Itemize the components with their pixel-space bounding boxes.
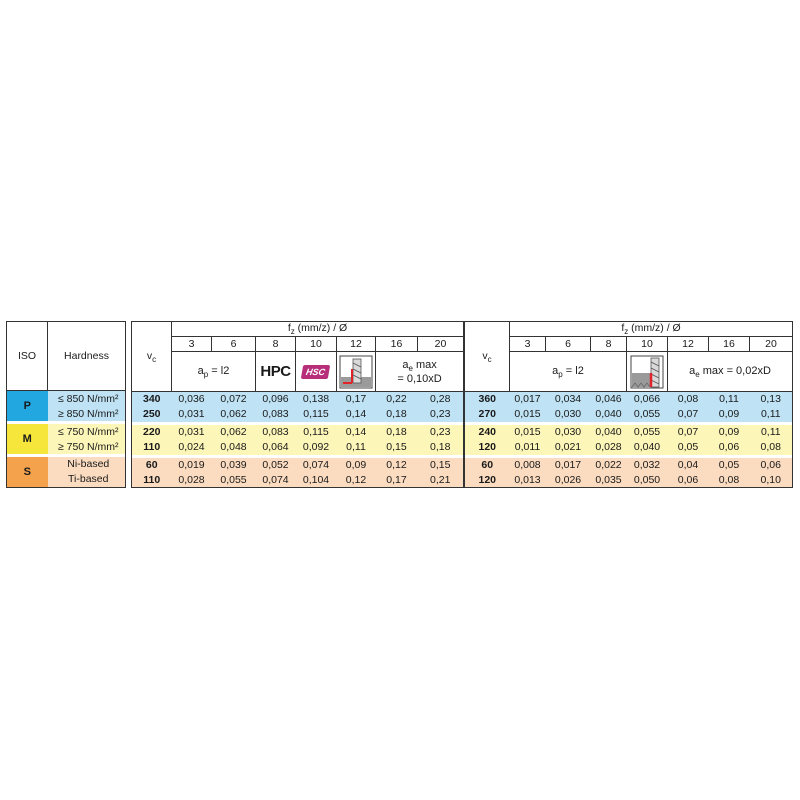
right-feed-table	[464, 321, 793, 488]
vc-value: 240	[465, 425, 510, 440]
feed-value: 0,074	[256, 473, 296, 488]
feed-value: 0,062	[220, 408, 247, 421]
fz-header: $f_z$ (mm/z) / Ø	[172, 322, 464, 337]
feed-value: 0,09	[345, 459, 367, 472]
feed-value: 0,18	[418, 440, 464, 455]
side-milling-icon	[337, 352, 376, 392]
vc-value: 360	[465, 392, 510, 407]
feed-value: 0,083	[262, 408, 289, 421]
feed-value: 0,028	[595, 441, 622, 454]
feed-value: 0,115	[303, 408, 329, 421]
feed-value: 0,022	[595, 459, 622, 472]
feed-value: 0,06	[718, 441, 740, 454]
table-row	[465, 473, 793, 488]
feed-value: 0,04	[677, 459, 699, 472]
feed-value: 0,040	[595, 426, 622, 439]
table-row	[132, 425, 464, 440]
iso-m-badge: M	[7, 424, 48, 454]
diameter-header: 12	[337, 337, 376, 352]
feed-value: 0,021	[554, 441, 582, 454]
feed-value: 0,08	[677, 393, 699, 406]
table-row	[465, 458, 793, 473]
feed-value: 0,14	[345, 408, 367, 421]
diameter-header: 10	[296, 337, 337, 352]
feed-value: 0,055	[633, 426, 661, 439]
feed-value: 0,05	[677, 441, 699, 454]
feed-value: 0,17	[345, 393, 367, 406]
vc-value: 120	[465, 473, 510, 488]
feed-value: 0,07	[677, 426, 699, 439]
feed-value: 0,040	[633, 441, 661, 454]
vc-header: $v_c$	[465, 322, 510, 392]
feed-value: 0,030	[554, 426, 582, 439]
feed-value: 0,015	[514, 408, 541, 421]
feed-value: 0,22	[386, 393, 407, 406]
feed-value: 0,11	[719, 393, 739, 406]
feed-value: 0,23	[418, 407, 464, 422]
feed-value: 0,024	[178, 441, 205, 454]
feed-value: 0,055	[212, 473, 256, 488]
diameter-header: 20	[418, 337, 464, 352]
feed-value: 0,12	[386, 459, 407, 472]
vc-header: $v_c$	[132, 322, 172, 392]
iso-header: ISO	[7, 322, 48, 391]
feed-value: 0,08	[709, 473, 750, 488]
feed-value: 0,15	[418, 458, 464, 473]
diameter-header: 6	[212, 337, 256, 352]
table-row	[132, 458, 464, 473]
feed-value: 0,13	[750, 392, 793, 407]
feed-value: 0,031	[178, 408, 205, 421]
feed-value: 0,040	[595, 408, 622, 421]
feed-value: 0,104	[296, 473, 337, 488]
feed-value: 0,23	[418, 425, 464, 440]
ae-label: $a_e$ max = 0,10xD	[376, 352, 464, 392]
feed-value: 0,21	[418, 473, 464, 488]
table-row	[465, 425, 793, 440]
table-row	[132, 440, 464, 455]
vc-value: 270	[465, 407, 510, 422]
feed-value: 0,14	[345, 426, 367, 439]
feed-value: 0,036	[178, 393, 205, 406]
feed-value: 0,017	[554, 459, 582, 472]
feed-value: 0,11	[346, 441, 366, 454]
fz-header: $f_z$ (mm/z) / Ø	[510, 322, 793, 337]
table-row	[465, 407, 793, 422]
vc-value: 220	[132, 425, 172, 440]
feed-value: 0,048	[220, 441, 247, 454]
feed-value: 0,08	[750, 440, 793, 455]
feed-value: 0,10	[750, 473, 793, 488]
feed-value: 0,066	[633, 393, 661, 406]
feed-value: 0,12	[337, 473, 376, 488]
feed-value: 0,030	[554, 408, 582, 421]
hardness-cell: ≤ 850 N/mm²	[48, 391, 126, 407]
feed-value: 0,138	[302, 393, 330, 406]
feed-value: 0,09	[718, 426, 740, 439]
diameter-header: 20	[750, 337, 793, 352]
diameter-header: 16	[709, 337, 750, 352]
feed-value: 0,11	[750, 425, 793, 440]
hardness-cell: ≥ 750 N/mm²	[48, 439, 126, 454]
hardness-cell: Ni-based	[48, 457, 126, 472]
feed-value: 0,092	[302, 441, 330, 454]
feed-value: 0,011	[514, 441, 541, 454]
hardness-header: Hardness	[48, 322, 126, 391]
diameter-header: 3	[172, 337, 212, 352]
vc-value: 340	[132, 392, 172, 407]
feed-value: 0,096	[262, 393, 289, 406]
feed-value: 0,06	[668, 473, 709, 488]
feed-value: 0,013	[510, 473, 546, 488]
table-row	[132, 473, 464, 488]
hpc-logo: HPC	[256, 352, 296, 392]
iso-hardness-block	[6, 321, 126, 488]
table-row	[465, 440, 793, 455]
diameter-header: 16	[376, 337, 418, 352]
feed-value: 0,052	[262, 459, 289, 472]
slot-finishing-icon	[627, 352, 668, 392]
feed-value: 0,031	[178, 426, 205, 439]
feed-value: 0,115	[303, 426, 329, 439]
ap-label: $a_p = l2$	[510, 352, 627, 392]
diameter-header: 8	[256, 337, 296, 352]
feed-value: 0,15	[386, 441, 407, 454]
feed-value: 0,039	[220, 459, 247, 472]
feed-value: 0,034	[554, 393, 582, 406]
vc-value: 110	[132, 440, 172, 455]
vc-value: 110	[132, 473, 172, 488]
feed-value: 0,083	[262, 426, 289, 439]
hardness-cell: ≥ 850 N/mm²	[48, 406, 126, 421]
feed-value: 0,026	[546, 473, 591, 488]
cutting-data-sheet	[6, 321, 781, 487]
feed-value: 0,019	[178, 459, 205, 472]
hardness-cell: ≤ 750 N/mm²	[48, 424, 126, 439]
feed-value: 0,064	[262, 441, 289, 454]
feed-value: 0,008	[514, 459, 541, 472]
diameter-header: 8	[591, 337, 627, 352]
diameter-header: 10	[627, 337, 668, 352]
feed-value: 0,015	[514, 426, 541, 439]
feed-value: 0,18	[386, 408, 407, 421]
feed-value: 0,09	[718, 408, 740, 421]
hardness-cell: Ti-based	[48, 472, 126, 488]
feed-value: 0,072	[220, 393, 247, 406]
vc-value: 250	[132, 407, 172, 422]
ap-label: $a_p = l2$	[172, 352, 256, 392]
feed-value: 0,017	[514, 393, 541, 406]
table-row	[465, 392, 793, 407]
feed-value: 0,07	[677, 408, 699, 421]
feed-value: 0,06	[750, 458, 793, 473]
feed-value: 0,050	[627, 473, 668, 488]
table-row	[132, 392, 464, 407]
diameter-header: 3	[510, 337, 546, 352]
feed-value: 0,055	[633, 408, 661, 421]
diameter-header: 6	[546, 337, 591, 352]
feed-value: 0,28	[418, 392, 464, 407]
table-row	[132, 407, 464, 422]
left-feed-table	[131, 321, 464, 488]
vc-value: 60	[132, 458, 172, 473]
feed-value: 0,032	[633, 459, 661, 472]
feed-value: 0,11	[750, 407, 793, 422]
hsc-logo: HSC	[296, 352, 337, 392]
vc-value: 120	[465, 440, 510, 455]
feed-value: 0,17	[376, 473, 418, 488]
diameter-header: 12	[668, 337, 709, 352]
vc-value: 60	[465, 458, 510, 473]
feed-value: 0,046	[595, 393, 622, 406]
feed-value: 0,05	[718, 459, 740, 472]
feed-value: 0,028	[172, 473, 212, 488]
feed-value: 0,18	[386, 426, 407, 439]
feed-value: 0,062	[220, 426, 247, 439]
feed-value: 0,074	[302, 459, 330, 472]
iso-s-badge: S	[7, 457, 48, 488]
feed-value: 0,035	[591, 473, 627, 488]
ae-label: $a_e$ max = 0,02xD	[668, 352, 793, 392]
iso-p-badge: P	[7, 391, 48, 422]
